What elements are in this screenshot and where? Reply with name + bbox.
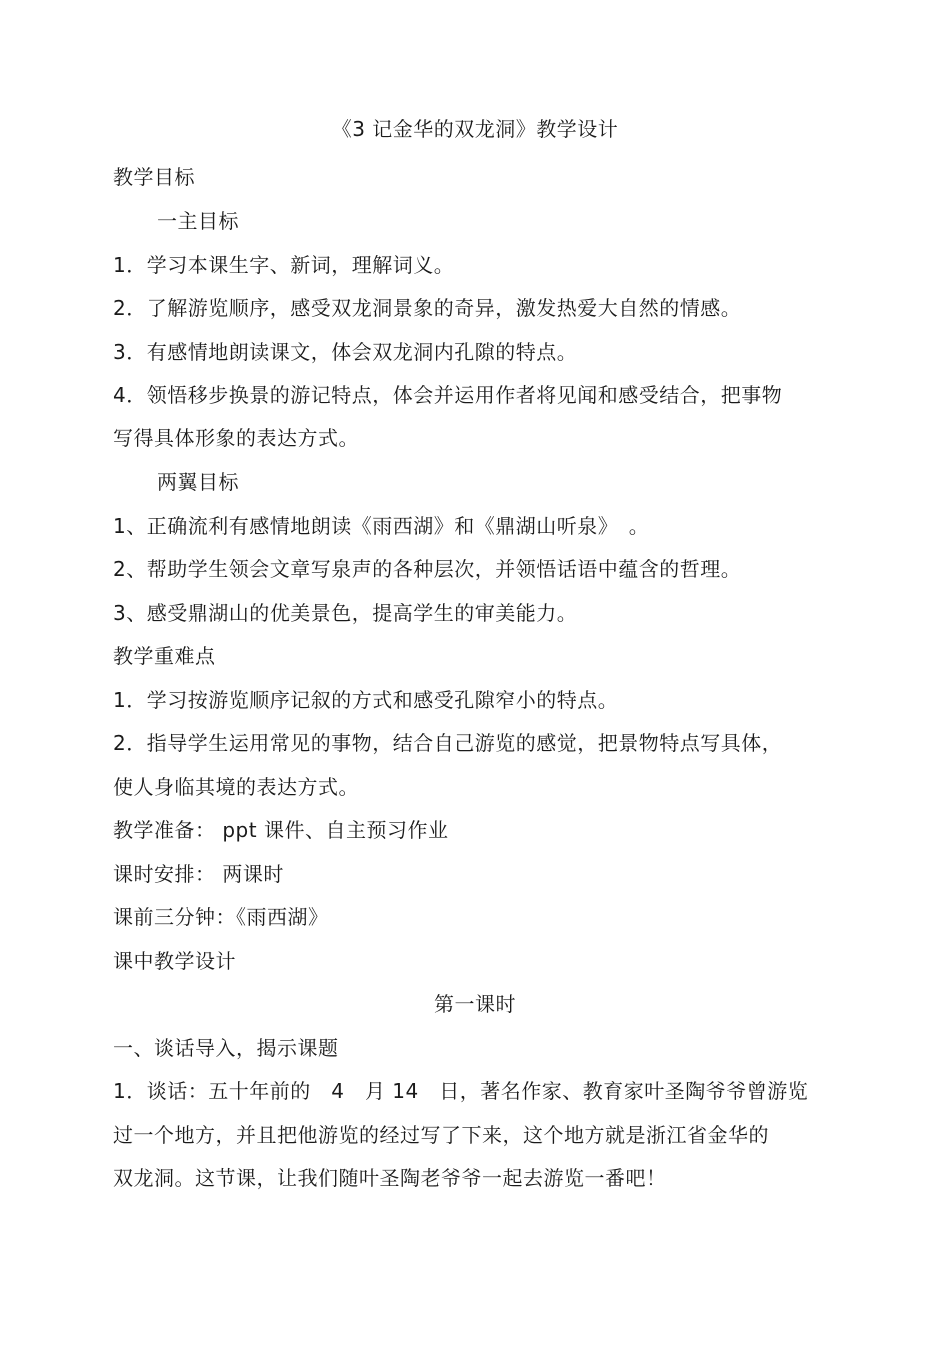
document-title: 《3 记金华的双龙洞》教学设计 (331, 117, 619, 141)
paragraph-line: 1．谈话：五十年前的 4 月 14 日，著名作家、教育家叶圣陶爷爷曾游览 (113, 1079, 809, 1103)
key-point-item: 1．学习按游览顺序记叙的方式和感受孔隙窄小的特点。 (113, 688, 619, 712)
part-heading: 一、谈话导入，揭示课题 (113, 1036, 339, 1060)
subheading-wing-goal: 两翼目标 (157, 470, 239, 494)
wing-goal-item: 2、帮助学生领会文章写泉声的各种层次，并领悟话语中蕴含的哲理。 (113, 557, 742, 581)
teaching-preparation: 教学准备： ppt 课件、自主预习作业 (113, 818, 449, 842)
class-schedule: 课时安排： 两课时 (113, 862, 284, 886)
paragraph-line: 过一个地方，并且把他游览的经过写了下来，这个地方就是浙江省金华的 (113, 1123, 769, 1147)
paragraph-line: 双龙洞。这节课，让我们随叶圣陶老爷爷一起去游览一番吧！ (113, 1166, 667, 1190)
key-point-item-continued: 使人身临其境的表达方式。 (113, 775, 359, 799)
key-point-item: 2．指导学生运用常见的事物，结合自己游览的感觉，把景物特点写具体， (113, 731, 783, 755)
wing-goal-item: 1、正确流利有感情地朗读《雨西湖》和《鼎湖山听泉》 。 (113, 514, 650, 538)
section-heading-goals: 教学目标 (113, 165, 195, 189)
section-heading-design: 课中教学设计 (113, 949, 236, 973)
main-goal-item: 3．有感情地朗读课文，体会双龙洞内孔隙的特点。 (113, 340, 578, 364)
main-goal-item: 2．了解游览顺序，感受双龙洞景象的奇异，激发热爱大自然的情感。 (113, 296, 742, 320)
subheading-main-goal: 一主目标 (157, 209, 239, 233)
lesson-heading: 第一课时 (434, 992, 516, 1016)
main-goal-item-continued: 写得具体形象的表达方式。 (113, 426, 359, 450)
section-heading-key-points: 教学重难点 (113, 644, 216, 668)
wing-goal-item: 3、感受鼎湖山的优美景色，提高学生的审美能力。 (113, 601, 578, 625)
main-goal-item: 1．学习本课生字、新词，理解词义。 (113, 253, 455, 277)
pre-class-activity: 课前三分钟：《雨西湖》 (113, 905, 329, 929)
main-goal-item: 4．领悟移步换景的游记特点，体会并运用作者将见闻和感受结合，把事物 (113, 383, 783, 407)
